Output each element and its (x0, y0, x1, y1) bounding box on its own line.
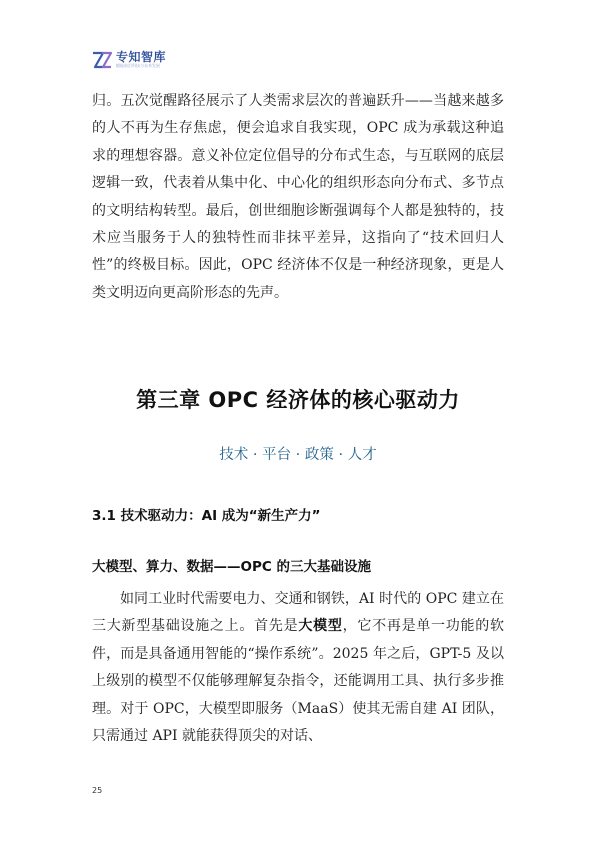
body-paragraph (92, 586, 504, 750)
brand-tagline: 赋能前沿科技与未来发展 (116, 63, 160, 68)
subsection-title: 大模型、算力、数据——OPC 的三大基础设施 (92, 559, 371, 575)
header-logo (92, 48, 212, 72)
intro-paragraph: 归。五次觉醒路径展示了人类需求层次的普遍跃升——当越来越多的人不再为生存焦虑，便会追求自我实现，OPC 成为承载这种追求的理想容器。意义补位定位倡导的分布式生态，与互联网的底层逻辑一致，代表着从集中化、中心化的组织形态向分布式、多节点的文明结构转型。最后，创世细胞诊断强调每个人都是独特的，技术应当服务于人的独特性而非抹平差异，这指向了“技术回归人性”的终极目标。因此，OPC 经济体不仅是一种经济现象，更是人类文明迈向更高阶形态的先声。 (92, 93, 504, 301)
body-text-bold: 大模型 (298, 618, 343, 635)
chapter-title: 第三章 OPC 经济体的核心驱动力 (136, 388, 460, 412)
page-number: 25 (92, 786, 103, 795)
body-text-part1: 如同工业时代需要电力、交通和钢铁，AI 时代的 OPC 建立在三大新型基础设施之上。首先是 (92, 591, 504, 635)
chapter-subtitle: 技术 · 平台 · 政策 · 人才 (219, 447, 377, 463)
body-text-part2: ，它不再是单一功能的软件，而是具备通用智能的“操作系统”。2025 年之后，GPT-5 及以上级别的模型不仅能够理解复杂指令，还能调用工具、执行多步推理。对于 OPC，大模型即服务（MaaS）使其无需自建 AI 团队，只需通过 API 就能获得顶尖的对话、 (92, 618, 505, 745)
brand-name: 专知智库 (116, 50, 167, 64)
zk-logo-icon (92, 50, 112, 70)
section-title: 3.1 技术驱动力：AI 成为“新生产力” (92, 508, 321, 524)
